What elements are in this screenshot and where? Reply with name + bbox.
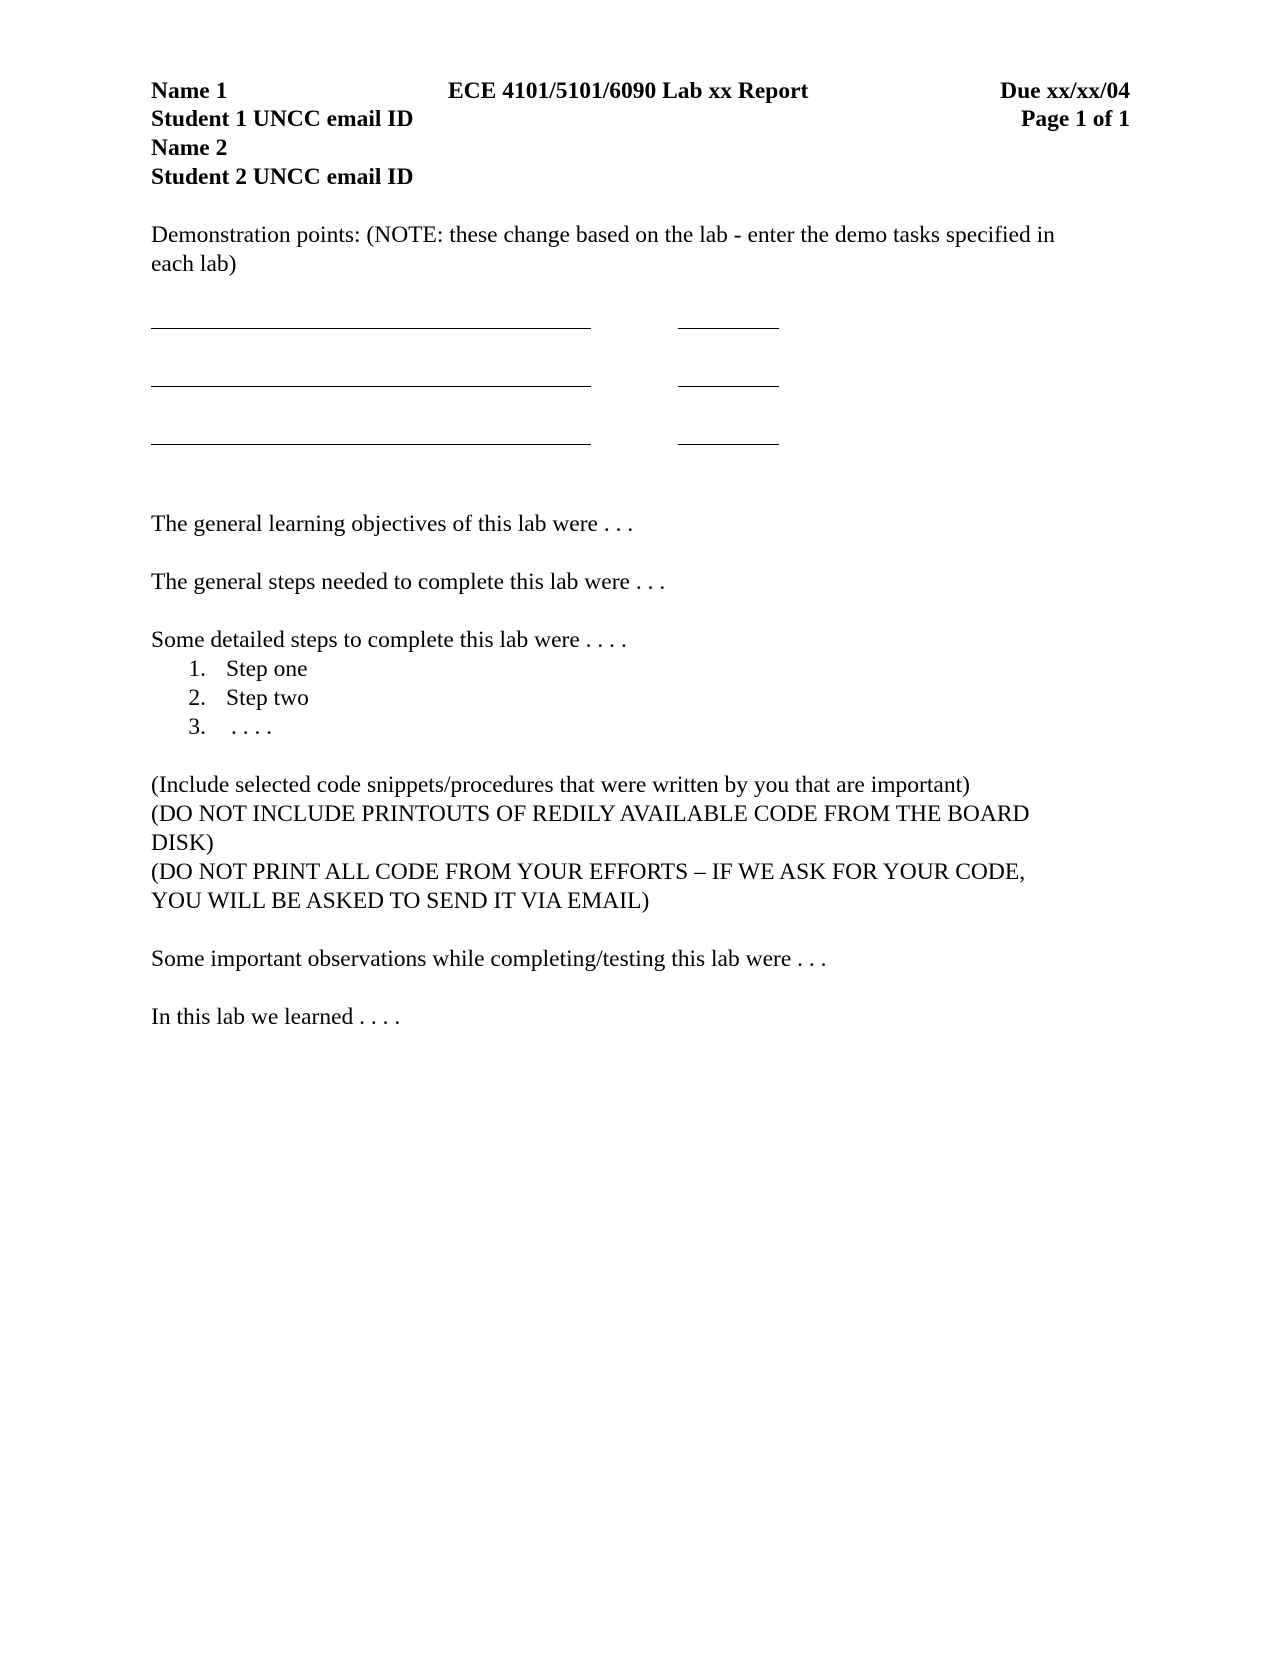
list-item: Step two (226, 685, 309, 711)
student-1-email: Student 1 UNCC email ID (151, 106, 414, 132)
due-date: Due xx/xx/04 (1000, 78, 1130, 104)
code-note-line-4: (DO NOT PRINT ALL CODE FROM YOUR EFFORTS – IF WE ASK FOR YOUR CODE, (151, 859, 1026, 885)
observations: Some important observations while completing/testing this lab were . . . (151, 946, 827, 972)
code-note-line-1: (Include selected code snippets/procedures that were written by you that are important) (151, 772, 970, 798)
list-item-number: 1. (188, 656, 206, 682)
code-note-line-3: DISK) (151, 830, 214, 856)
demo-note-line-2: each lab) (151, 251, 237, 277)
demo-blank-task-1 (151, 328, 591, 329)
demo-blank-task-2 (151, 386, 591, 387)
demo-blank-task-3 (151, 444, 591, 445)
name-1: Name 1 (151, 78, 228, 104)
learning-objectives: The general learning objectives of this lab were . . . (151, 511, 634, 537)
student-2-email: Student 2 UNCC email ID (151, 164, 414, 190)
demo-blank-score-1 (678, 328, 779, 329)
lessons-learned: In this lab we learned . . . . (151, 1004, 401, 1030)
demo-note-line-1: Demonstration points: (NOTE: these change based on the lab - enter the demo tasks specified in (151, 222, 1055, 248)
code-note-line-2: (DO NOT INCLUDE PRINTOUTS OF REDILY AVAILABLE CODE FROM THE BOARD (151, 801, 1030, 827)
detailed-steps-intro: Some detailed steps to complete this lab were . . . . (151, 627, 627, 653)
demo-blank-score-3 (678, 444, 779, 445)
general-steps: The general steps needed to complete this lab were . . . (151, 569, 666, 595)
demo-blank-score-2 (678, 386, 779, 387)
code-note-line-5: YOU WILL BE ASKED TO SEND IT VIA EMAIL) (151, 888, 650, 914)
list-item-number: 3. (188, 714, 206, 740)
report-title: ECE 4101/5101/6090 Lab xx Report (448, 78, 809, 104)
list-item: . . . . (231, 714, 273, 740)
page-info: Page 1 of 1 (1021, 106, 1130, 132)
name-2: Name 2 (151, 135, 228, 161)
list-item: Step one (226, 656, 308, 682)
list-item-number: 2. (188, 685, 206, 711)
